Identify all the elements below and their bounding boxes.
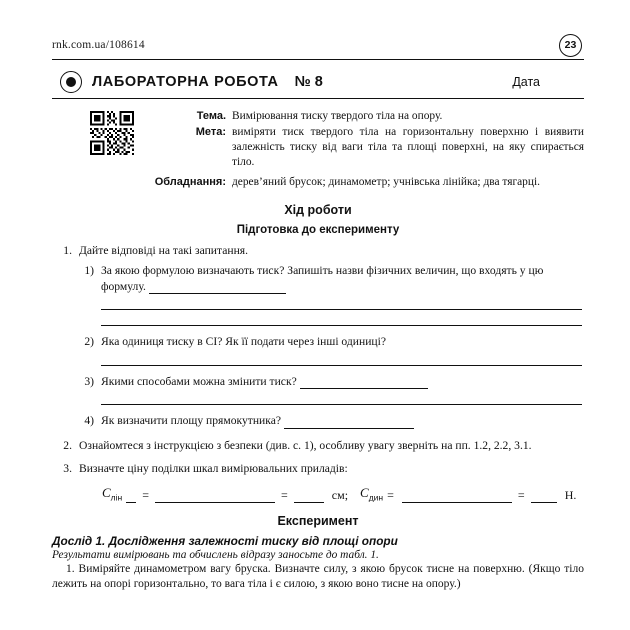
equipment-key: Обладнання: bbox=[154, 176, 226, 189]
task-item bbox=[52, 243, 584, 259]
date-label: Дата bbox=[512, 75, 540, 89]
answer-blank-line[interactable] bbox=[101, 389, 582, 405]
section-heading-experiment: Експеримент bbox=[277, 513, 359, 528]
equipment-value: дерев’яний брусок; динамометр; учнівська лінійка; два тягарці. bbox=[232, 176, 540, 189]
experiment-step-1: 1. Виміряйте динамометром вагу бруска. Визначте силу, з якою брусок тисне на поверхню. (Якщо тіло лежить на опорі горизонтально, то вага тіла і є силою, з якою воно тисне на опору.) bbox=[52, 562, 584, 591]
subtask-text: Яка одиниця тиску в СІ? Як її подати через інші одиниці? bbox=[101, 335, 386, 349]
site-url: rnk.com.ua/108614 bbox=[52, 39, 145, 51]
answer-fill-line[interactable] bbox=[149, 282, 286, 294]
variable-c-dyn: $C_{дин}$ bbox=[360, 485, 384, 503]
task-item bbox=[52, 461, 584, 477]
qr-code-icon bbox=[90, 111, 134, 155]
subtask-text: За якою формулою визначають тиск? Запишіть назви фізичних величин, що входять у цю формулу. bbox=[101, 263, 544, 293]
formula-blank[interactable] bbox=[531, 493, 557, 503]
answer-blank-line[interactable] bbox=[101, 350, 582, 366]
theme-value: Вимірювання тиску твердого тіла на опору. bbox=[232, 110, 443, 122]
formula-blank[interactable] bbox=[402, 493, 512, 503]
variable-c-lin: $C_{лін}$ bbox=[102, 485, 123, 503]
task-number: 1. bbox=[63, 244, 72, 258]
task-list bbox=[52, 243, 584, 476]
experiment-title: Дослід 1. Дослідження залежності тиску від площі опори bbox=[52, 533, 398, 548]
section-heading-preparation: Підготовка до експерименту bbox=[236, 224, 400, 237]
subtask-item bbox=[74, 413, 584, 429]
task-number: 2. bbox=[63, 439, 72, 453]
goal-value: виміряти тиск твердого тіла на горизонтальну поверхню і виявити залежність тиску від ваги тіла та площі поверхні, на яку спирається тіло. bbox=[232, 126, 584, 169]
meta-block bbox=[52, 109, 584, 191]
goal-key: Мета: bbox=[195, 126, 226, 139]
theme-key: Тема. bbox=[196, 110, 226, 122]
task-text: Дайте відповіді на такі запитання. bbox=[79, 244, 249, 258]
answer-fill-line[interactable] bbox=[300, 377, 428, 389]
task-text: Ознайомтеся з інструкцією з безпеки (див. с. 1), особливу увагу зверніть на пп. 1.2, 2.2, 3.1. bbox=[79, 439, 532, 453]
task-item bbox=[52, 438, 584, 454]
subtask-text: Як визначити площу прямокутника? bbox=[101, 414, 281, 428]
lab-number: № 8 bbox=[294, 74, 323, 90]
formula-blank[interactable] bbox=[155, 493, 275, 503]
lab-title-band bbox=[52, 71, 584, 99]
subtask-group bbox=[74, 263, 584, 429]
subtask-number: 2) bbox=[84, 335, 94, 349]
answer-blank-line[interactable] bbox=[101, 310, 582, 326]
answer-fill-line[interactable] bbox=[284, 417, 414, 429]
subtask-text: Якими способами можна змінити тиск? bbox=[101, 374, 297, 388]
task-text: Визначте ціну поділки шкал вимірювальних приладів: bbox=[79, 461, 348, 475]
subtask-number: 3) bbox=[84, 374, 94, 388]
filled-circle-icon bbox=[60, 71, 82, 93]
task-number: 3. bbox=[63, 461, 72, 475]
meta-row-equipment bbox=[148, 175, 584, 190]
header-divider bbox=[52, 59, 584, 60]
page-number-badge: 23 bbox=[559, 34, 582, 57]
subtask-number: 4) bbox=[84, 414, 94, 428]
meta-row-theme bbox=[148, 109, 584, 124]
meta-table bbox=[148, 109, 584, 191]
unit-cm: см; bbox=[331, 487, 349, 502]
page-header bbox=[52, 34, 584, 56]
experiment-note: Результати вимірювань та обчислень відразу заносьте до табл. 1. bbox=[52, 548, 379, 561]
subtask-item bbox=[74, 334, 584, 350]
section-heading-work-flow: Хід роботи bbox=[284, 203, 352, 218]
equals-rule bbox=[126, 493, 136, 503]
unit-n: Н. bbox=[564, 487, 577, 502]
subtask-number: 1) bbox=[84, 263, 94, 277]
meta-row-goal bbox=[148, 125, 584, 170]
scale-division-formula: $C_{лін}$ = = см; $C_{дин}$ = = Н. bbox=[102, 485, 577, 503]
subtask-item bbox=[74, 263, 584, 294]
answer-blank-line[interactable] bbox=[101, 294, 582, 310]
page-title: ЛАБОРАТОРНА РОБОТА bbox=[92, 74, 279, 90]
formula-blank[interactable] bbox=[294, 493, 324, 503]
subtask-item bbox=[74, 374, 584, 390]
